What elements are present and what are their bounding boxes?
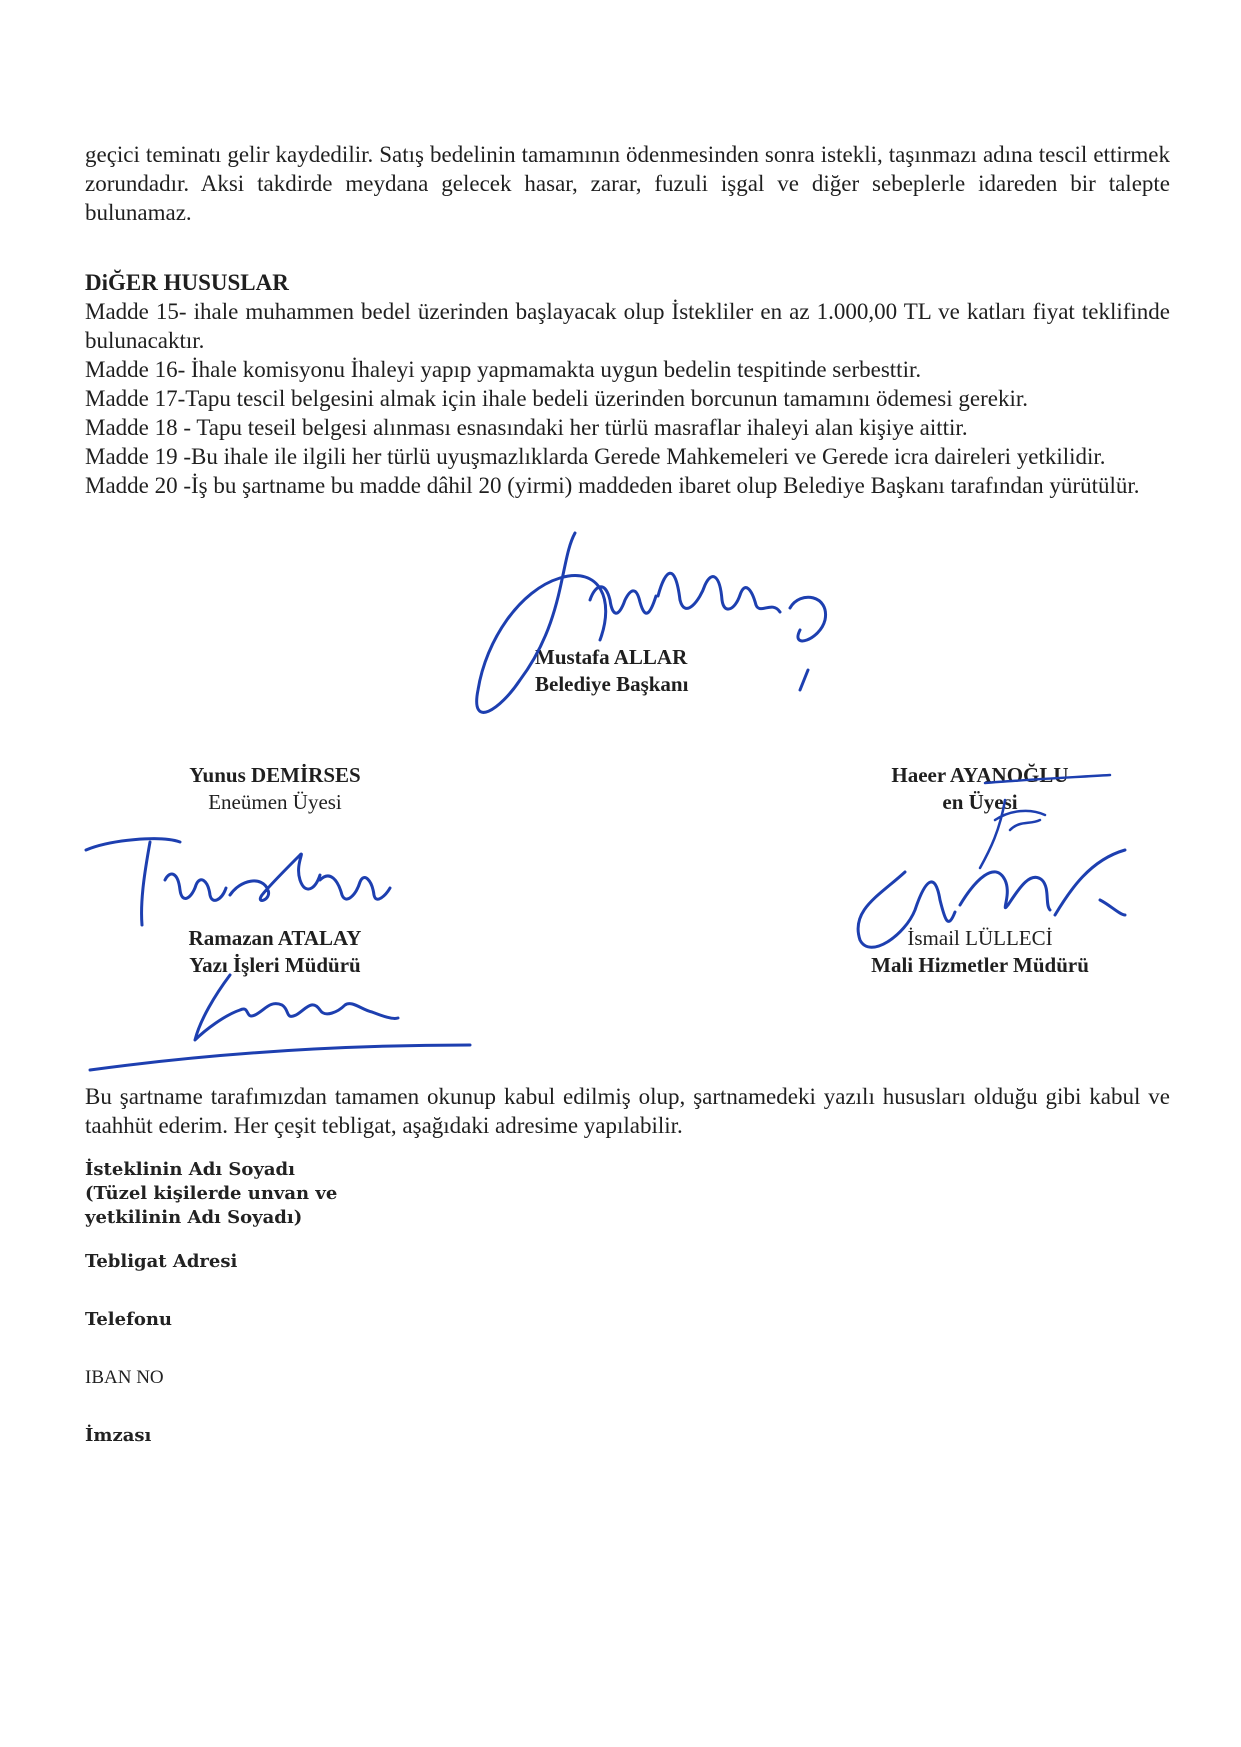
bidder-name-line1: İsteklinin Adı Soyadı <box>85 1159 295 1180</box>
clerk-name: Ramazan ATALAY <box>188 926 362 950</box>
phone-label: Telefonu <box>85 1309 172 1330</box>
article-20: Madde 20 -İş bu şartname bu madde dâhil 20 (yirmi) maddeden ibaret olup Belediye Başkanı tarafından yürütülür. <box>85 473 1140 498</box>
member2-signature-block <box>860 762 1100 816</box>
member2-name: Haeer AYANOĞLU <box>891 763 1069 787</box>
finance-signature-block <box>840 925 1120 979</box>
mayor-name: Mustafa ALLAR <box>535 645 688 669</box>
articles-list <box>85 297 1170 500</box>
member2-title: en Üyesi <box>942 790 1018 814</box>
bidder-name-line2: (Tüzel kişilerde unvan ve <box>85 1183 338 1204</box>
article-19: Madde 19 -Bu ihale ile ilgili her türlü uyuşmazlıklarda Gerede Mahkemeleri ve Gerede icra daireleri yetkilidir. <box>85 444 1106 469</box>
clerk-signature-block <box>160 925 390 979</box>
clerk-title: Yazı İşleri Müdürü <box>189 953 361 977</box>
mayor-signature-block <box>535 644 688 698</box>
intro-paragraph: geçici teminatı gelir kaydedilir. Satış bedelinin tamamının ödenmesinden sonra istekli, taşınmazı adına tescil ettirmek zorundadır. Aksi takdirde meydana gelecek hasar, zarar, fuzuli işgal ve diğer sebeplerle idareden bir talepte bulunamaz. <box>85 142 1170 225</box>
article-18: Madde 18 - Tapu teseil belgesi alınması esnasındaki her türlü masraflar ihaleyi alan kişiye aittir. <box>85 415 968 440</box>
member1-title: Eneümen Üyesi <box>208 790 342 814</box>
bidder-name-line3: yetkilinin Adı Soyadı) <box>85 1207 303 1228</box>
section-heading: DiĞER HUSUSLAR <box>85 270 289 295</box>
iban-label: IBAN NO <box>85 1367 164 1388</box>
clerk-signature-scribble <box>90 975 470 1070</box>
bidder-name-label <box>85 1158 337 1230</box>
finance-title: Mali Hizmetler Müdürü <box>871 953 1089 977</box>
member1-signature-scribble <box>86 839 390 925</box>
article-15: Madde 15- ihale muhammen bedel üzerinden başlayacak olup İstekliler en az 1.000,00 TL ve katları fiyat teklifinde bulunacaktır. <box>85 299 1170 353</box>
acceptance-paragraph: Bu şartname tarafımızdan tamamen okunup kabul edilmiş olup, şartnamedeki yazılı hususları olduğu gibi kabul ve taahhüt ederim. Her çeşit tebligat, aşağıdaki adresime yapılabilir. <box>85 1084 1170 1138</box>
member1-signature-block <box>160 762 390 816</box>
article-17: Madde 17-Tapu tescil belgesini almak için ihale bedeli üzerinden borcunun tamamını ödemesi gerekir. <box>85 386 1028 411</box>
address-label: Tebligat Adresi <box>85 1251 238 1272</box>
mayor-title: Belediye Başkanı <box>535 672 689 696</box>
finance-name: İsmail LÜLLECİ <box>907 926 1053 950</box>
article-16: Madde 16- İhale komisyonu İhaleyi yapıp yapmamakta uygun bedelin tespitinde serbesttir. <box>85 357 922 382</box>
member1-name: Yunus DEMİRSES <box>189 763 361 787</box>
signature-label: İmzası <box>85 1425 152 1446</box>
